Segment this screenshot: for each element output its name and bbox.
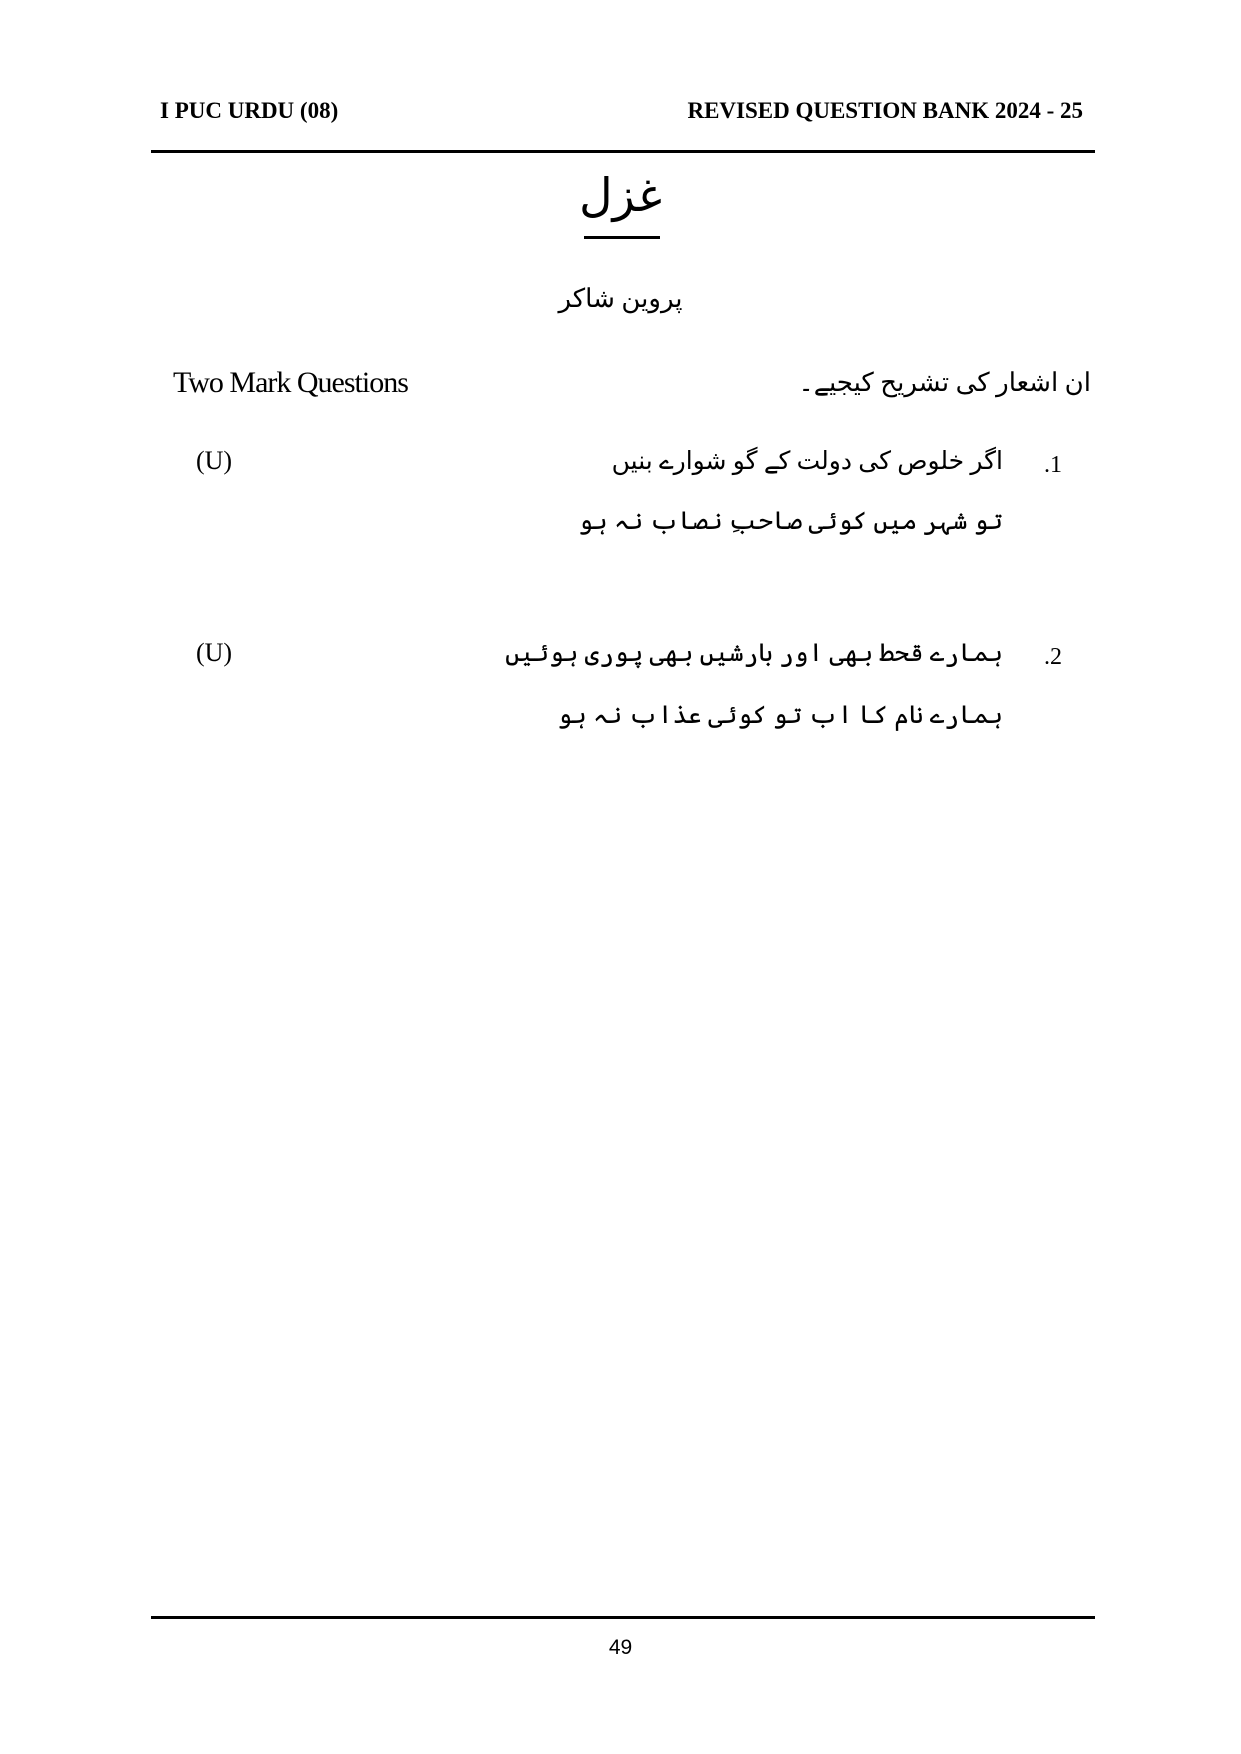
question-1-number: .1: [1044, 452, 1062, 478]
question-1-tag: (U): [196, 446, 233, 475]
question-2-number: .2: [1044, 644, 1062, 670]
header-course-label: I PUC URDU (08): [160, 98, 339, 123]
question-1-line-1: اگر خلوص کی دولت کے گو شوارے بنیں: [611, 448, 1003, 475]
page-title-wrap: [0, 168, 1241, 222]
question-1-line-2: تو شہر میں کوئی صاحبِ نصاب نہ ہو: [578, 508, 1003, 535]
author-name: پروین شاکر: [558, 284, 683, 313]
header-question-bank-label: REVISED QUESTION BANK 2024 - 25: [687, 98, 1083, 123]
page-title: غزل: [579, 170, 662, 221]
instruction-text: ان اشعار کی تشریح کیجیے۔: [798, 368, 1091, 397]
question-2-tag: (U): [196, 638, 233, 667]
header-divider: [151, 150, 1095, 153]
question-2-line-2: ہمارے نام کا اب تو کوئی عذاب نہ ہو: [557, 702, 1003, 729]
title-underline: [584, 236, 660, 239]
footer-divider: [151, 1616, 1095, 1619]
section-label: Two Mark Questions: [173, 366, 408, 399]
page-number: 49: [608, 1636, 633, 1659]
question-2-line-1: ہمارے قحط بھی اور بارشیں بھی پوری ہوئیں: [505, 640, 1003, 667]
